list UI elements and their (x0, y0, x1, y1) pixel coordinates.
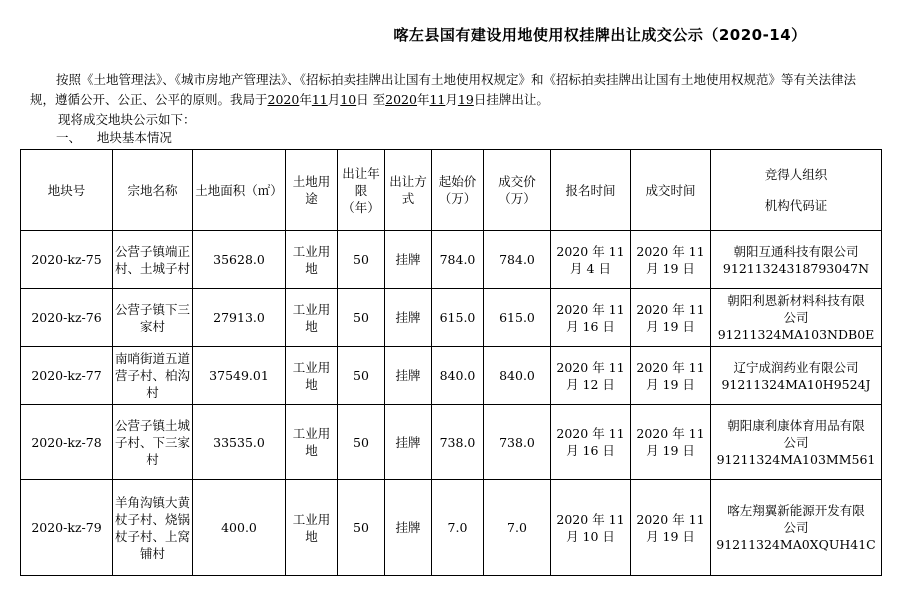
cell-deal-time: 2020 年 11 月 19 日 (631, 405, 711, 480)
cell-code: 2020-kz-76 (21, 289, 113, 347)
header-name: 宗地名称 (113, 150, 193, 231)
cell-code: 2020-kz-78 (21, 405, 113, 480)
cell-area: 33535.0 (193, 405, 286, 480)
header-code: 地块号 (21, 150, 113, 231)
cell-deal-time: 2020 年 11 月 19 日 (631, 289, 711, 347)
header-method: 出让方式 (385, 150, 432, 231)
cell-term: 50 (338, 231, 385, 289)
table-row (21, 480, 882, 576)
header-use: 土地用途 (286, 150, 338, 231)
document-title: 喀左县国有建设用地使用权挂牌出让成交公示（2020-14） (393, 26, 807, 44)
cell-method: 挂牌 (385, 480, 432, 576)
cell-name: 南哨街道五道营子村、柏沟村 (113, 347, 193, 405)
cell-use: 工业用地 (286, 480, 338, 576)
cell-buyer: 喀左翔翼新能源开发有限 公司 91211324MA0XQUH41C (711, 480, 882, 576)
cell-term: 50 (338, 347, 385, 405)
cell-method: 挂牌 (385, 289, 432, 347)
cell-method: 挂牌 (385, 231, 432, 289)
cell-use: 工业用地 (286, 289, 338, 347)
header-area: 土地面积（㎡） (193, 150, 286, 231)
cell-start-price: 7.0 (432, 480, 484, 576)
end-year: 2020 (385, 92, 417, 107)
cell-deal-price: 840.0 (484, 347, 551, 405)
notice-text: 现将成交地块公示如下： (58, 112, 196, 127)
cell-deal-price: 7.0 (484, 480, 551, 576)
cell-reg-time: 2020 年 11 月 10 日 (551, 480, 631, 576)
cell-name: 羊角沟镇大黄杖子村、烧锅杖子村、上窝铺村 (113, 480, 193, 576)
cell-start-price: 615.0 (432, 289, 484, 347)
cell-deal-time: 2020 年 11 月 19 日 (631, 231, 711, 289)
cell-reg-time: 2020 年 11 月 16 日 (551, 405, 631, 480)
start-year: 2020 (267, 92, 300, 107)
cell-area: 27913.0 (193, 289, 286, 347)
cell-start-price: 840.0 (432, 347, 484, 405)
cell-reg-time: 2020 年 11 月 16 日 (551, 289, 631, 347)
land-parcel-table (20, 149, 882, 576)
cell-name: 公营子镇下三家村 (113, 289, 193, 347)
cell-deal-time: 2020 年 11 月 19 日 (631, 347, 711, 405)
cell-deal-price: 738.0 (484, 405, 551, 480)
cell-use: 工业用地 (286, 405, 338, 480)
cell-buyer: 辽宁成润药业有限公司 91211324MA10H9524J (711, 347, 882, 405)
cell-buyer: 朝阳互通科技有限公司 91211324318793047N (711, 231, 882, 289)
cell-area: 400.0 (193, 480, 286, 576)
cell-deal-price: 784.0 (484, 231, 551, 289)
cell-use: 工业用地 (286, 231, 338, 289)
section-heading: 一、 地块基本情况 (56, 130, 172, 145)
cell-start-price: 784.0 (432, 231, 484, 289)
cell-use: 工业用地 (286, 347, 338, 405)
cell-buyer: 朝阳康利康体育用品有限 公司 91211324MA103MM561 (711, 405, 882, 480)
cell-code: 2020-kz-77 (21, 347, 113, 405)
cell-method: 挂牌 (385, 347, 432, 405)
cell-area: 35628.0 (193, 231, 286, 289)
cell-area: 37549.01 (193, 347, 286, 405)
table-header-row (21, 150, 882, 231)
intro-paragraph: 按照《土地管理法》、《城市房地产管理法》、《招标拍卖挂牌出让国有土地使用权规定》和《招标拍卖挂牌出让国有土地使用权规范》等有关法律法规，遵循公开、公正、公平的原则。我局于2020年11月10日 至2020年11月19日挂牌出让。 (30, 72, 857, 107)
table-row (21, 405, 882, 480)
cell-buyer: 朝阳利恩新材料科技有限 公司 91211324MA103NDB0E (711, 289, 882, 347)
cell-method: 挂牌 (385, 405, 432, 480)
cell-name: 公营子镇土城子村、下三家村 (113, 405, 193, 480)
cell-reg-time: 2020 年 11 月 12 日 (551, 347, 631, 405)
header-start-price: 起始价（万） (432, 150, 484, 231)
header-term: 出让年限（年） (338, 150, 385, 231)
cell-code: 2020-kz-79 (21, 480, 113, 576)
table-row (21, 289, 882, 347)
cell-term: 50 (338, 289, 385, 347)
cell-term: 50 (338, 480, 385, 576)
header-buyer: 竞得人组织 机构代码证 (711, 150, 882, 231)
start-month: 11 (311, 92, 328, 107)
cell-start-price: 738.0 (432, 405, 484, 480)
cell-reg-time: 2020 年 11 月 4 日 (551, 231, 631, 289)
cell-deal-price: 615.0 (484, 289, 551, 347)
header-deal-time: 成交时间 (631, 150, 711, 231)
start-day: 10 (340, 92, 357, 107)
table-row (21, 231, 882, 289)
header-deal-price: 成交价（万） (484, 150, 551, 231)
cell-name: 公营子镇端正村、土城子村 (113, 231, 193, 289)
cell-deal-time: 2020 年 11 月 19 日 (631, 480, 711, 576)
cell-term: 50 (338, 405, 385, 480)
cell-code: 2020-kz-75 (21, 231, 113, 289)
table-row (21, 347, 882, 405)
header-reg-time: 报名时间 (551, 150, 631, 231)
end-day: 19 (457, 92, 474, 107)
end-month: 11 (429, 92, 446, 107)
